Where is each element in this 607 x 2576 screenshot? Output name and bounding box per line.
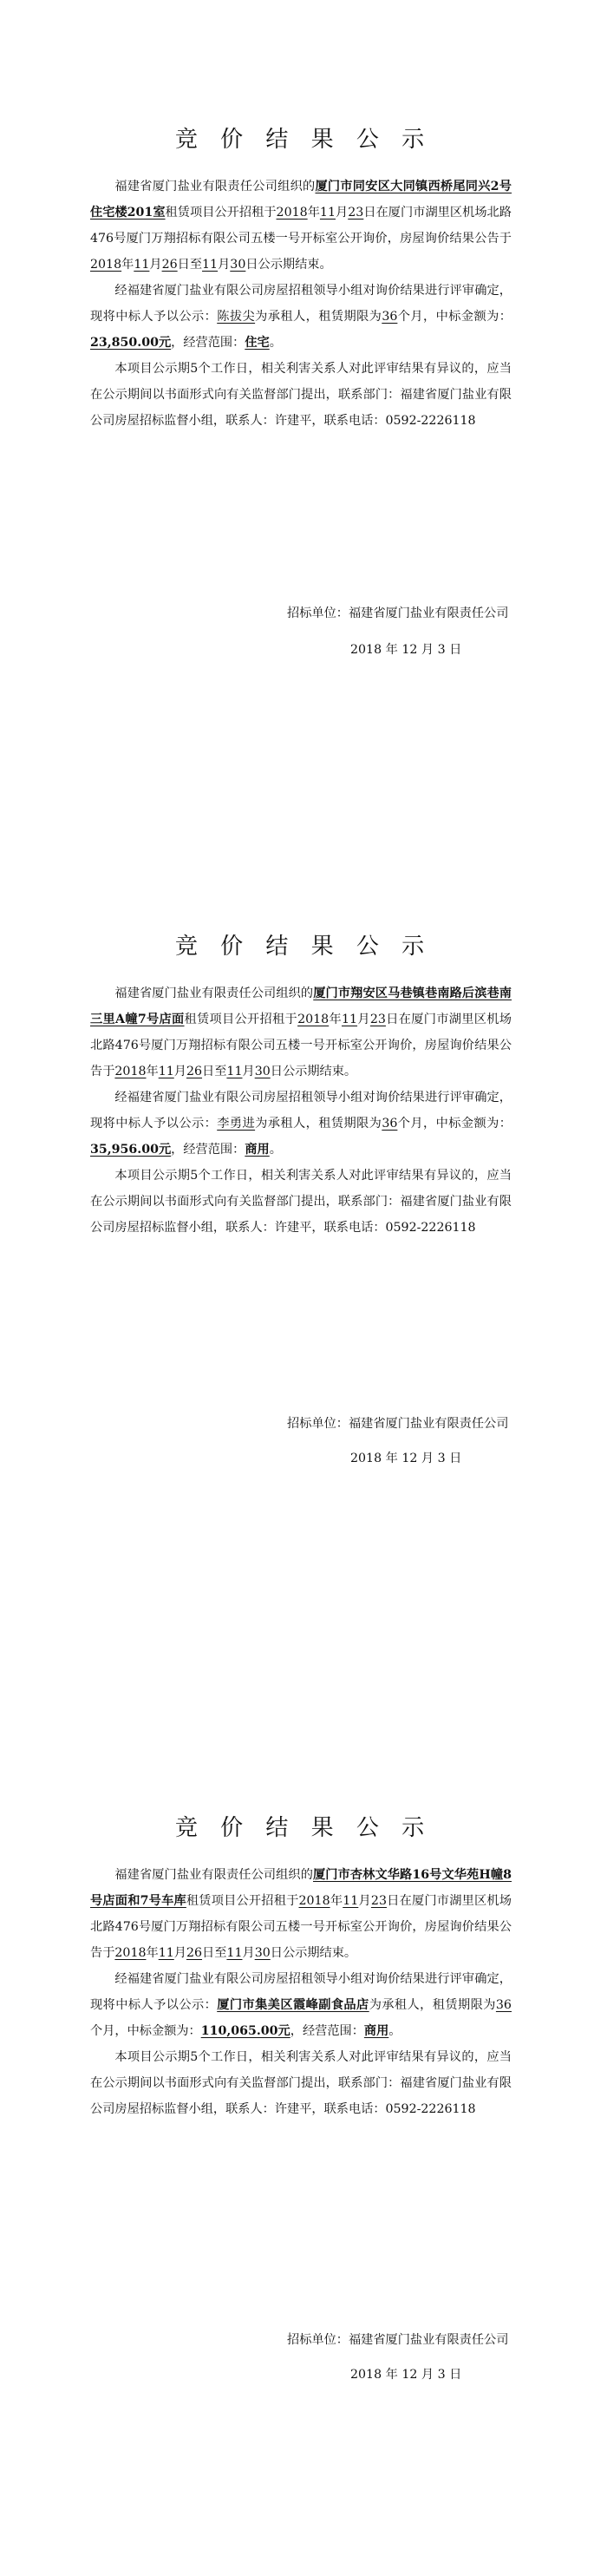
publish-day: 26 (186, 1065, 203, 1078)
issue-date: 2018 年 12 月 3 日 (350, 643, 462, 657)
text-segment: 日公示期结束。 (270, 1065, 357, 1078)
publish-day: 26 (161, 258, 178, 272)
text-segment: 个月，中标金额为： (90, 2024, 201, 2038)
text-segment: 个月，中标金额为： (397, 1117, 512, 1131)
end-day: 30 (230, 258, 246, 272)
publish-year: 2018 (90, 258, 122, 272)
text-segment: 租赁项目公开招租于 (165, 206, 277, 220)
text-segment: 年 (146, 1065, 159, 1078)
text-segment: 月 (242, 1065, 255, 1078)
text-segment: 为承租人，租赁期限为 (255, 1117, 382, 1131)
winner-name: 陈拔尖 (217, 310, 256, 324)
text-segment: 日至 (202, 1065, 227, 1078)
end-month: 11 (226, 1946, 243, 1960)
text-segment: 福建省厦门盐业有限责任公司组织的 (114, 180, 316, 193)
publish-month: 11 (158, 1065, 174, 1078)
objection-paragraph: 本项目公示期5个工作日，相关利害关系人对此评审结果有异议的，应当在公示期间以书面形式向有关监督部门提出，联系部门：福建省厦门盐业有限公司房屋招标监督小组，联系人：许建平，联系电话：0592-2226118 (90, 362, 512, 428)
text-segment: 日公示期结束。 (270, 1946, 357, 1960)
text-segment: 月 (149, 258, 162, 272)
property-name: 厦门市同安区大同镇西桥尾同兴2号住宅楼201室 (90, 180, 512, 220)
text-segment: 租赁项目公开招租于 (186, 1894, 299, 1908)
text-segment: 租赁项目公开招租于 (184, 1013, 298, 1026)
winner-name: 厦门市集美区霞峰副食品店 (217, 1998, 369, 2012)
text-segment: 日在厦门市湖里区机场北路476号厦门万翔招标有限公司五楼一号开标室公开询价，房屋询价结果公告于 (90, 1894, 512, 1960)
text-segment: 月 (173, 1946, 186, 1960)
lease-term: 36 (382, 1117, 398, 1131)
text-segment: 经福建省厦门盐业有限公司房屋招租领导小组对询价结果进行评审确定，现将中标人予以公示： (90, 1091, 512, 1131)
issuer-signature: 招标单位：福建省厦门盐业有限责任公司 (287, 1417, 509, 1431)
text-segment: 年 (307, 206, 320, 220)
auction-year: 2018 (298, 1894, 330, 1908)
objection-paragraph: 本项目公示期5个工作日，相关利害关系人对此评审结果有异议的，应当在公示期间以书面形式向有关监督部门提出，联系部门：福建省厦门盐业有限公司房屋招标监督小组，联系人：许建平，联系电话：0592-2226118 (90, 1169, 512, 1235)
publish-year: 2018 (114, 1946, 147, 1960)
text-segment: 福建省厦门盐业有限责任公司组织的 (114, 1868, 314, 1882)
text-segment: 为承租人，租赁期限为 (369, 1998, 496, 2012)
text-segment: 经福建省厦门盐业有限公司房屋招租领导小组对询价结果进行评审确定，现将中标人予以公示： (90, 1972, 512, 2012)
winner-name: 李勇进 (217, 1117, 256, 1131)
text-segment: 经福建省厦门盐业有限公司房屋招租领导小组对询价结果进行评审确定，现将中标人予以公示： (90, 284, 512, 324)
issue-date: 2018 年 12 月 3 日 (350, 1452, 462, 1465)
publish-day: 26 (186, 1946, 203, 1960)
auction-paragraph (90, 1862, 512, 1966)
text-segment: 为承租人，租赁期限为 (255, 310, 382, 324)
text-segment: 月 (335, 206, 349, 220)
text-segment: 月 (242, 1946, 255, 1960)
business-scope: 住宅 (245, 336, 270, 350)
text-segment: 月 (358, 1894, 371, 1908)
text-segment: 日公示期结束。 (245, 258, 332, 272)
issuer-signature: 招标单位：福建省厦门盐业有限责任公司 (287, 2333, 509, 2347)
publish-year: 2018 (114, 1065, 147, 1078)
notice-title: 竞 价 结 果 公 示 (174, 127, 433, 153)
text-segment: 福建省厦门盐业有限责任公司组织的 (114, 986, 314, 1000)
issuer-signature: 招标单位：福建省厦门盐业有限责任公司 (287, 606, 509, 620)
result-paragraph (90, 278, 512, 356)
text-segment: 月 (357, 1013, 370, 1026)
text-segment: 年 (121, 258, 134, 272)
text-segment: ，经营范围： (290, 2024, 364, 2038)
text-segment: 年 (330, 1894, 343, 1908)
auction-paragraph (90, 980, 512, 1085)
notice-body (90, 1862, 512, 2122)
result-paragraph (90, 1966, 512, 2044)
auction-month: 11 (342, 1013, 358, 1026)
auction-day: 23 (369, 1013, 386, 1026)
text-segment: ，经营范围： (171, 336, 245, 350)
text-segment: 年 (329, 1013, 342, 1026)
auction-month: 11 (319, 206, 336, 220)
business-scope: 商用 (363, 2024, 389, 2038)
auction-day: 23 (370, 1894, 387, 1908)
text-segment: 月 (218, 258, 231, 272)
auction-day: 23 (348, 206, 364, 220)
text-segment: 日至 (202, 1946, 227, 1960)
text-segment: ，经营范围： (171, 1143, 245, 1157)
publish-month: 11 (134, 258, 150, 272)
text-segment: 日在厦门市湖里区机场北路476号厦门万翔招标有限公司五楼一号开标室公开询价，房屋询价结果公告于 (90, 1013, 512, 1078)
notice-body (90, 174, 512, 434)
notice-title: 竞 价 结 果 公 示 (174, 1815, 433, 1841)
end-month: 11 (202, 258, 219, 272)
end-month: 11 (226, 1065, 243, 1078)
business-scope: 商用 (245, 1143, 270, 1157)
winning-amount: 110,065.00元 (200, 2024, 290, 2038)
notice-title: 竞 价 结 果 公 示 (174, 934, 433, 960)
auction-paragraph (90, 174, 512, 278)
auction-year: 2018 (276, 206, 308, 220)
text-segment: 。 (388, 2024, 401, 2038)
text-segment: 日在厦门市湖里区机场北路476号厦门万翔招标有限公司五楼一号开标室公开询价，房屋询价结果公告于 (90, 206, 512, 246)
text-segment: 年 (146, 1946, 159, 1960)
text-segment: 日至 (177, 258, 203, 272)
lease-term: 36 (382, 310, 398, 324)
auction-month: 11 (343, 1894, 359, 1908)
winning-amount: 35,956.00元 (90, 1143, 172, 1157)
end-day: 30 (254, 1065, 271, 1078)
result-paragraph (90, 1085, 512, 1163)
text-segment: 个月，中标金额为： (397, 310, 512, 324)
text-segment: 。 (269, 336, 282, 350)
end-day: 30 (254, 1946, 271, 1960)
text-segment: 。 (269, 1143, 282, 1157)
text-segment: 月 (173, 1065, 186, 1078)
notice-body (90, 980, 512, 1241)
objection-paragraph: 本项目公示期5个工作日，相关利害关系人对此评审结果有异议的，应当在公示期间以书面形式向有关监督部门提出，联系部门：福建省厦门盐业有限公司房屋招标监督小组，联系人：许建平，联系电话：0592-2226118 (90, 2050, 512, 2116)
property-name: 厦门市翔安区马巷镇巷南路后滨巷南三里A幢7号店面 (90, 986, 512, 1026)
winning-amount: 23,850.00元 (90, 336, 172, 350)
auction-year: 2018 (297, 1013, 330, 1026)
property-name: 厦门市杏林文华路16号文华苑H幢8号店面和7号车库 (90, 1868, 512, 1908)
issue-date: 2018 年 12 月 3 日 (350, 2368, 462, 2382)
lease-term: 36 (495, 1998, 512, 2012)
publish-month: 11 (158, 1946, 174, 1960)
